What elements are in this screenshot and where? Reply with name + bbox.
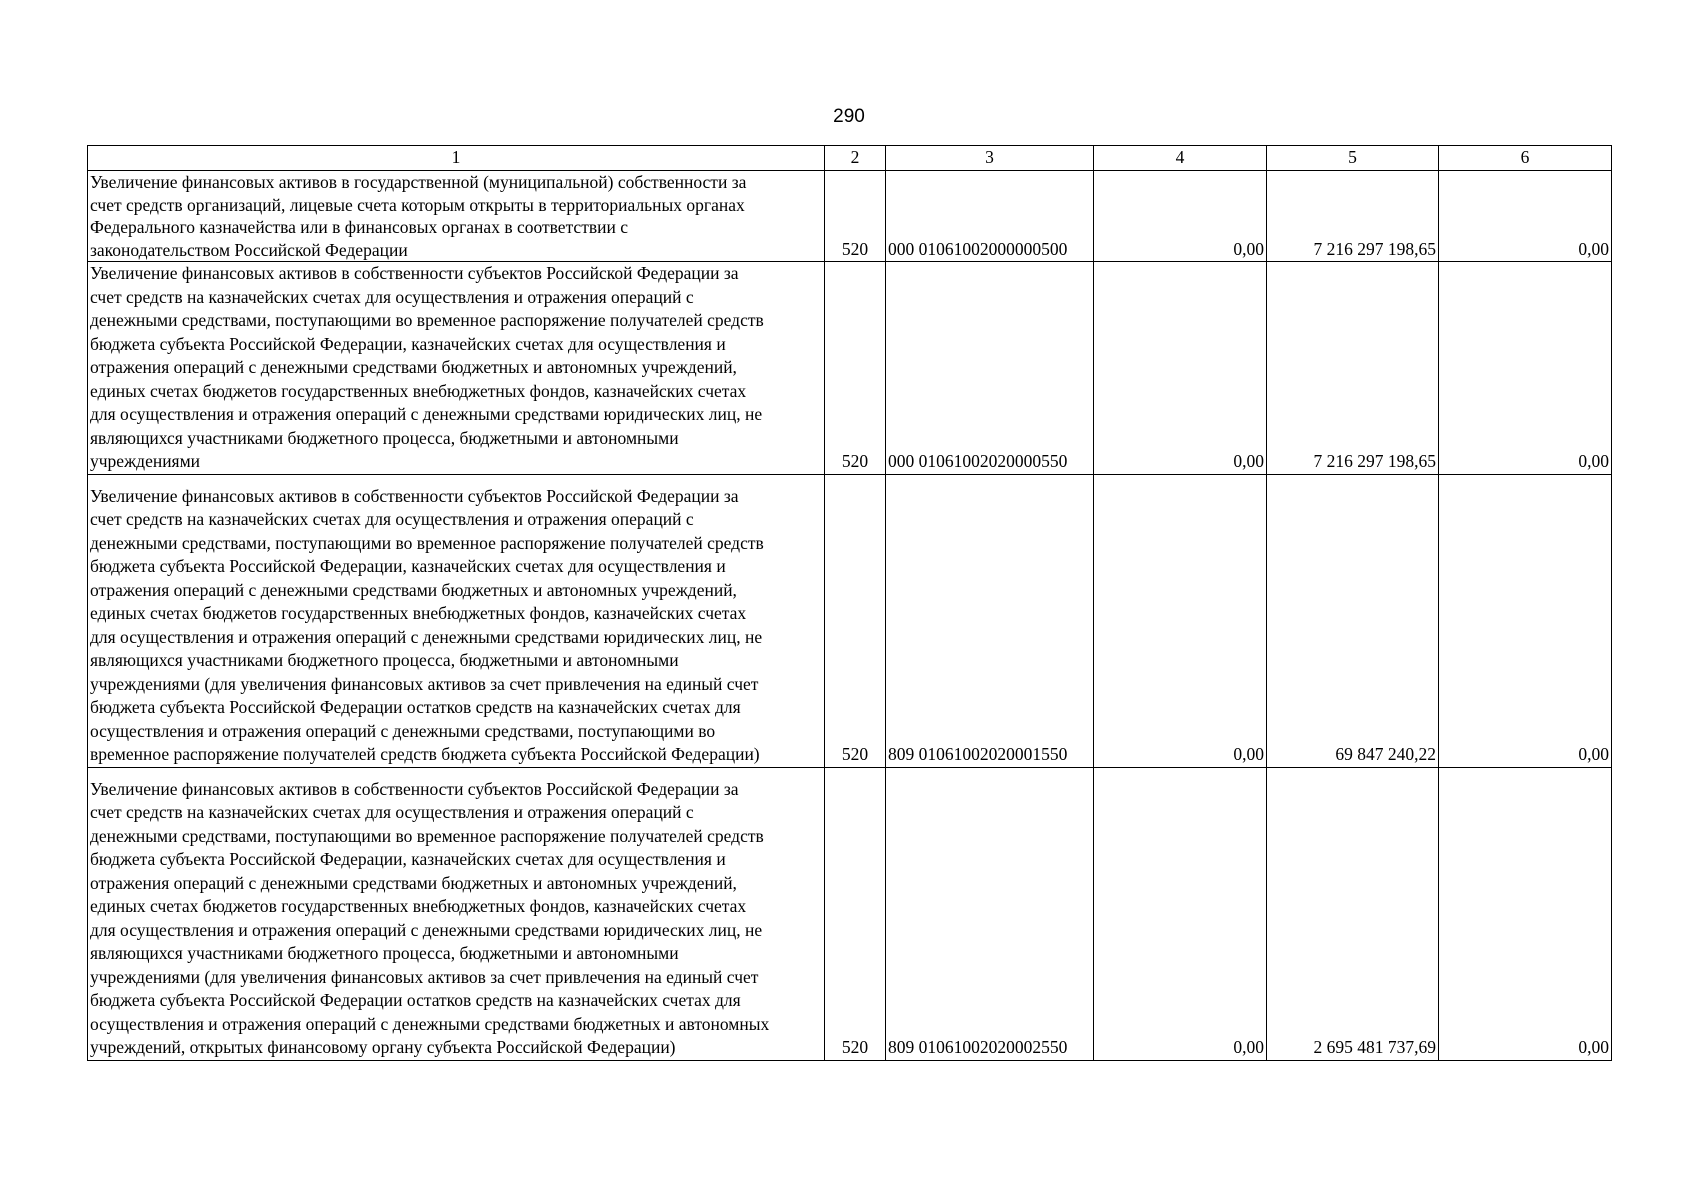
page-number: 290	[833, 106, 865, 127]
column-header-1: 1	[88, 146, 825, 171]
line-code: 520	[825, 171, 886, 262]
value-column-5: 7 216 297 198,65	[1267, 171, 1439, 262]
column-header-6: 6	[1439, 146, 1612, 171]
indicator-name: Увеличение финансовых активов в собственности субъектов Российской Федерации за счет средств на казначейских счетах для осуществления и отражения операций с денежными средствами, поступающими во временное распоряжение получателей средств бюджета субъекта Российской Федерации, казначейских счетах для осуществления и отражения операций с денежными средствами бюджетных и автономных учреждений, единых счетах бюджетов государственных внебюджетных фондов, казначейских счетах для осуществления и отражения операций с денежными средствами юридических лиц, не являющихся участниками бюджетного процесса, бюджетными и автономными учреждениями (для увеличения финансовых активов за счет привлечения на единый счет бюджета субъекта Российской Федерации остатков средств на казначейских счетах для осуществления и отражения операций с денежными средствами, поступающими во временное распоряжение получателей средств бюджета субъекта Российской Федерации)	[88, 474, 825, 767]
budget-classification-code: 809 01061002020002550	[886, 767, 1094, 1060]
budget-classification-code: 000 01061002000000500	[886, 171, 1094, 262]
value-column-4: 0,00	[1094, 767, 1267, 1060]
value-column-6: 0,00	[1439, 767, 1612, 1060]
value-column-6: 0,00	[1439, 474, 1612, 767]
table-row	[88, 171, 1612, 262]
column-header-2: 2	[825, 146, 886, 171]
table-row	[88, 474, 1612, 767]
line-code: 520	[825, 474, 886, 767]
table-row	[88, 262, 1612, 475]
column-header-3: 3	[886, 146, 1094, 171]
value-column-6: 0,00	[1439, 171, 1612, 262]
report-table	[87, 145, 1612, 1061]
value-column-5: 7 216 297 198,65	[1267, 262, 1439, 475]
value-column-4: 0,00	[1094, 171, 1267, 262]
value-column-4: 0,00	[1094, 262, 1267, 475]
indicator-name: Увеличение финансовых активов в собственности субъектов Российской Федерации за счет средств на казначейских счетах для осуществления и отражения операций с денежными средствами, поступающими во временное распоряжение получателей средств бюджета субъекта Российской Федерации, казначейских счетах для осуществления и отражения операций с денежными средствами бюджетных и автономных учреждений, единых счетах бюджетов государственных внебюджетных фондов, казначейских счетах для осуществления и отражения операций с денежными средствами юридических лиц, не являющихся участниками бюджетного процесса, бюджетными и автономными учреждениями (для увеличения финансовых активов за счет привлечения на единый счет бюджета субъекта Российской Федерации остатков средств на казначейских счетах для осуществления и отражения операций с денежными средствами бюджетных и автономных учреждений, открытых финансовому органу субъекта Российской Федерации)	[88, 767, 825, 1060]
table-row	[88, 767, 1612, 1060]
value-column-5: 2 695 481 737,69	[1267, 767, 1439, 1060]
indicator-name: Увеличение финансовых активов в государственной (муниципальной) собственности за счет средств организаций, лицевые счета которым открыты в территориальных органах Федерального казначейства или в финансовых органах в соответствии с законодательством Российской Федерации	[88, 171, 825, 262]
line-code: 520	[825, 262, 886, 475]
budget-classification-code: 809 01061002020001550	[886, 474, 1094, 767]
line-code: 520	[825, 767, 886, 1060]
table-header-row	[88, 146, 1612, 171]
column-header-5: 5	[1267, 146, 1439, 171]
value-column-4: 0,00	[1094, 474, 1267, 767]
value-column-6: 0,00	[1439, 262, 1612, 475]
budget-classification-code: 000 01061002020000550	[886, 262, 1094, 475]
indicator-name: Увеличение финансовых активов в собственности субъектов Российской Федерации за счет средств на казначейских счетах для осуществления и отражения операций с денежными средствами, поступающими во временное распоряжение получателей средств бюджета субъекта Российской Федерации, казначейских счетах для осуществления и отражения операций с денежными средствами бюджетных и автономных учреждений, единых счетах бюджетов государственных внебюджетных фондов, казначейских счетах для осуществления и отражения операций с денежными средствами юридических лиц, не являющихся участниками бюджетного процесса, бюджетными и автономными учреждениями	[88, 262, 825, 475]
column-header-4: 4	[1094, 146, 1267, 171]
value-column-5: 69 847 240,22	[1267, 474, 1439, 767]
